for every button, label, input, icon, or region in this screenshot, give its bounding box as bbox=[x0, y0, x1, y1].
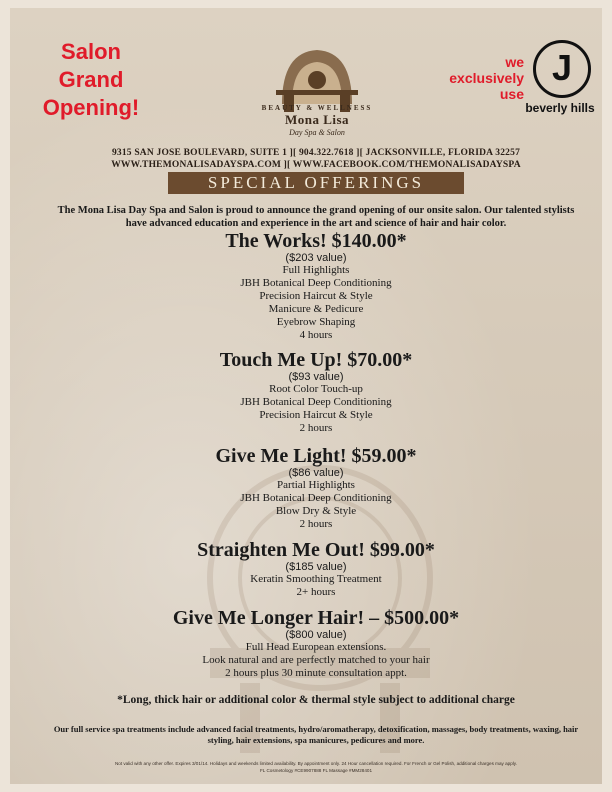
offer-item: Root Color Touch-up bbox=[269, 383, 363, 395]
offer-touch-me-up bbox=[110, 349, 522, 435]
flyer-page bbox=[10, 8, 602, 784]
offer-item: Eyebrow Shaping bbox=[276, 316, 356, 328]
offer-give-me-longer-hair bbox=[110, 607, 522, 680]
logo-subtitle: Day Spa & Salon bbox=[289, 128, 345, 137]
offer-item: Full Head European extensions. bbox=[245, 641, 387, 653]
contact-address: 9315 SAN JOSE BOULEVARD, SUITE 1 ][ 904.322.7618 ][ JACKSONVILLE, FLORIDA 32257 bbox=[111, 148, 521, 158]
fine-print bbox=[50, 760, 582, 774]
spa-services-paragraph: Our full service spa treatments include advanced facial treatments, hydro/aromatherapy, detoxification, massages, body treatments, waxing, hair styling, hair extensions, spa manicures, pedicures and more. bbox=[53, 724, 579, 745]
mona-lisa-logo bbox=[242, 104, 392, 137]
offer-title: Straighten Me Out! $99.00* bbox=[197, 539, 435, 561]
offer-item: JBH Botanical Deep Conditioning bbox=[240, 277, 392, 289]
intro-paragraph: The Mona Lisa Day Spa and Salon is proud to announce the grand opening of our onsite salon. Our talented stylists have advanced education and experience in the art and science of hair and hair color. bbox=[57, 205, 575, 229]
offer-give-me-light bbox=[110, 445, 522, 531]
offer-item: JBH Botanical Deep Conditioning bbox=[240, 396, 392, 408]
offer-item: Keratin Smoothing Treatment bbox=[250, 573, 382, 585]
offer-item: Blow Dry & Style bbox=[275, 505, 357, 517]
offer-item: 2 hours plus 30 minute consultation appt. bbox=[225, 667, 407, 679]
offer-item: Precision Haircut & Style bbox=[259, 409, 373, 421]
jbh-line-2: exclusively bbox=[449, 70, 524, 86]
offer-item: Precision Haircut & Style bbox=[259, 290, 373, 302]
offer-value: ($93 value) bbox=[288, 371, 344, 383]
offer-item: 2 hours bbox=[299, 518, 333, 530]
grand-opening-line-1: Salon bbox=[61, 39, 121, 64]
offer-the-works bbox=[110, 230, 522, 342]
grand-opening-line-2: Grand bbox=[58, 67, 124, 92]
jbh-brand: beverly hills bbox=[525, 101, 595, 115]
jbh-letter: J bbox=[551, 47, 573, 88]
offer-title: Give Me Longer Hair! – $500.00* bbox=[172, 607, 460, 629]
offer-item: JBH Botanical Deep Conditioning bbox=[240, 492, 392, 504]
logo-tagline: BEAUTY & WELLNESS bbox=[261, 104, 373, 112]
offer-straighten-me-out bbox=[110, 539, 522, 599]
fine-print-terms: Not valid with any other offer. Expires 3/01/14. Holidays and weekends limited availability. By appointment only. 24 Hour cancellation required. For French or Gel Polish, additional charges may apply. bbox=[114, 761, 518, 766]
offer-value: ($800 value) bbox=[285, 629, 347, 641]
offer-value: ($185 value) bbox=[285, 561, 347, 573]
offer-value: ($203 value) bbox=[285, 252, 347, 264]
logo-name: Mona Lisa bbox=[284, 112, 350, 127]
offer-item: Look natural and are perfectly matched to your hair bbox=[202, 654, 430, 666]
jbh-logo-icon bbox=[533, 40, 591, 98]
offer-title: Touch Me Up! $70.00* bbox=[219, 349, 413, 371]
offer-item: 4 hours bbox=[299, 329, 333, 341]
offer-item: Manicure & Pedicure bbox=[268, 303, 364, 315]
offer-item: Full Highlights bbox=[282, 264, 350, 276]
offer-item: 2+ hours bbox=[296, 586, 336, 598]
offer-value: ($86 value) bbox=[288, 467, 344, 479]
offer-item: 2 hours bbox=[299, 422, 333, 434]
offer-title: The Works! $140.00* bbox=[225, 230, 407, 252]
contact-websites: WWW.THEMONALISADAYSPA.COM ][ WWW.FACEBOOK.COM/THEMONALISADAYSPA bbox=[111, 160, 521, 170]
jbh-line-1: we bbox=[505, 54, 524, 70]
jbh-line-3: use bbox=[499, 86, 524, 102]
grand-opening-line-3: Opening! bbox=[42, 95, 140, 120]
fine-print-license: FL Cosmetology #CE9907888 FL Massage #MM28401 bbox=[259, 768, 372, 773]
offer-item: Partial Highlights bbox=[277, 479, 355, 491]
exclusively-use-text bbox=[424, 54, 524, 102]
special-offerings-banner: SPECIAL OFFERINGS bbox=[168, 172, 464, 194]
grand-opening-heading bbox=[36, 38, 146, 122]
offer-title: Give Me Light! $59.00* bbox=[215, 445, 417, 467]
surcharge-note: *Long, thick hair or additional color & thermal style subject to additional charge bbox=[117, 694, 515, 706]
